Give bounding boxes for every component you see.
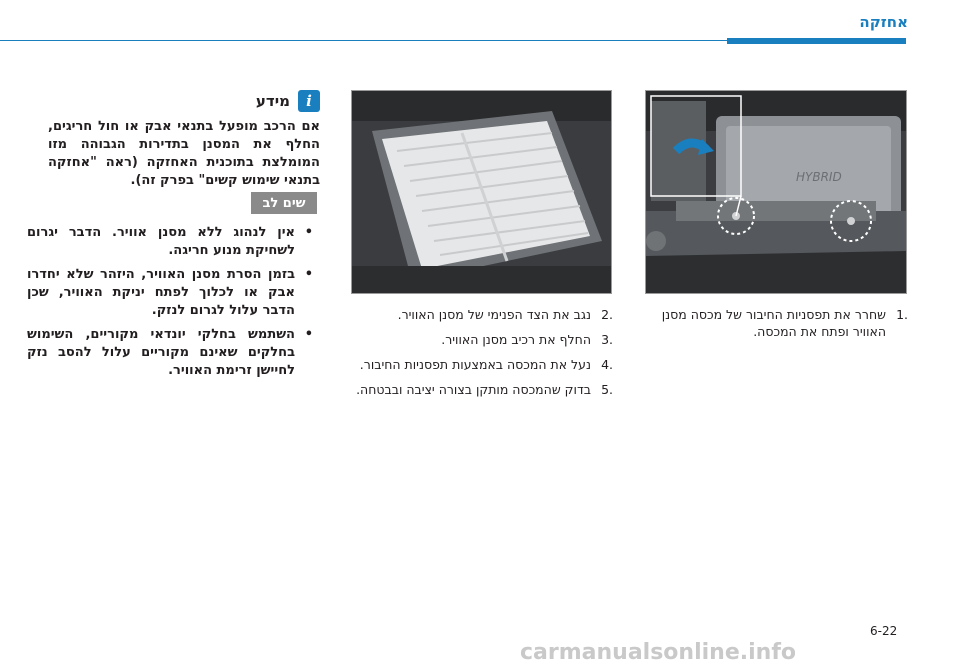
steps-list-right: [650, 306, 908, 348]
list-item: [351, 356, 613, 373]
step-text: נגב את הצד הפנימי של מסנן האוויר.: [397, 307, 591, 322]
bullet-icon: •: [304, 267, 313, 282]
step-text: נעל את המכסה באמצעות תפסניות החיבור.: [359, 357, 591, 372]
list-item: [650, 306, 908, 340]
caution-text: בזמן הסרת מסנן האוויר, היזהר שלא יחדרו אבק או לכלוך לפתח יניקת האוויר, שכן הדבר עלול לגרום לנזק.: [27, 267, 295, 318]
steps-list-left: [351, 306, 613, 406]
step-text: בדוק שהמכסה מותקן בצורה יציבה ובבטחה.: [356, 382, 591, 397]
air-filter-illustration: [352, 91, 611, 293]
info-box: [48, 90, 320, 190]
engine-compartment-illustration: [646, 91, 906, 293]
watermark: carmanualsonline.info: [520, 640, 796, 665]
page-section-title: אחזקה: [859, 13, 908, 31]
list-item: [27, 266, 317, 320]
list-item: [27, 326, 317, 380]
step-number: 1.: [896, 307, 908, 322]
bullet-icon: •: [304, 225, 313, 240]
caution-badge: שים לב: [251, 192, 317, 214]
list-item: [351, 306, 613, 323]
info-body: אם הרכב מופעל בתנאי אבק או חול חריגים, החלף את המסנן בתדירות הגבוהה מזו המומלצת בתוכנית האחזקה (ראה "אחזקה בתנאי שימוש קשים" בפרק זה).: [48, 119, 320, 188]
step-number: 4.: [601, 357, 613, 372]
caution-text: השתמש בחלקי יונדאי מקוריים, השימוש בחלקים שאינם מקוריים עלול להסב נזק לחיישן זרימת האוויר.: [27, 327, 295, 378]
step-number: 2.: [601, 307, 613, 322]
step-text: החלף את רכיב מסנן האוויר.: [441, 332, 591, 347]
info-icon: i: [298, 90, 320, 112]
engine-compartment-photo: [645, 90, 907, 294]
header-accent-bar: [727, 38, 906, 44]
caution-text: אין לנהוג ללא מסנן אוויר. הדבר יגרום לשחיקת מנוע חריגה.: [27, 225, 295, 258]
caution-list: [27, 224, 317, 386]
list-item: [351, 381, 613, 398]
info-title: מידע: [255, 92, 290, 110]
list-item: [351, 331, 613, 348]
info-header: [48, 90, 320, 112]
page-number: 6-22: [870, 624, 898, 638]
step-number: 3.: [601, 332, 613, 347]
bullet-icon: •: [304, 327, 313, 342]
step-number: 5.: [601, 382, 613, 397]
air-filter-element-photo: [351, 90, 612, 294]
list-item: [27, 224, 317, 260]
svg-text:HYBRID: HYBRID: [796, 170, 842, 184]
step-text: שחרר את תפסניות החיבור של מכסה מסנן האוויר ופתח את המכסה.: [661, 307, 886, 339]
